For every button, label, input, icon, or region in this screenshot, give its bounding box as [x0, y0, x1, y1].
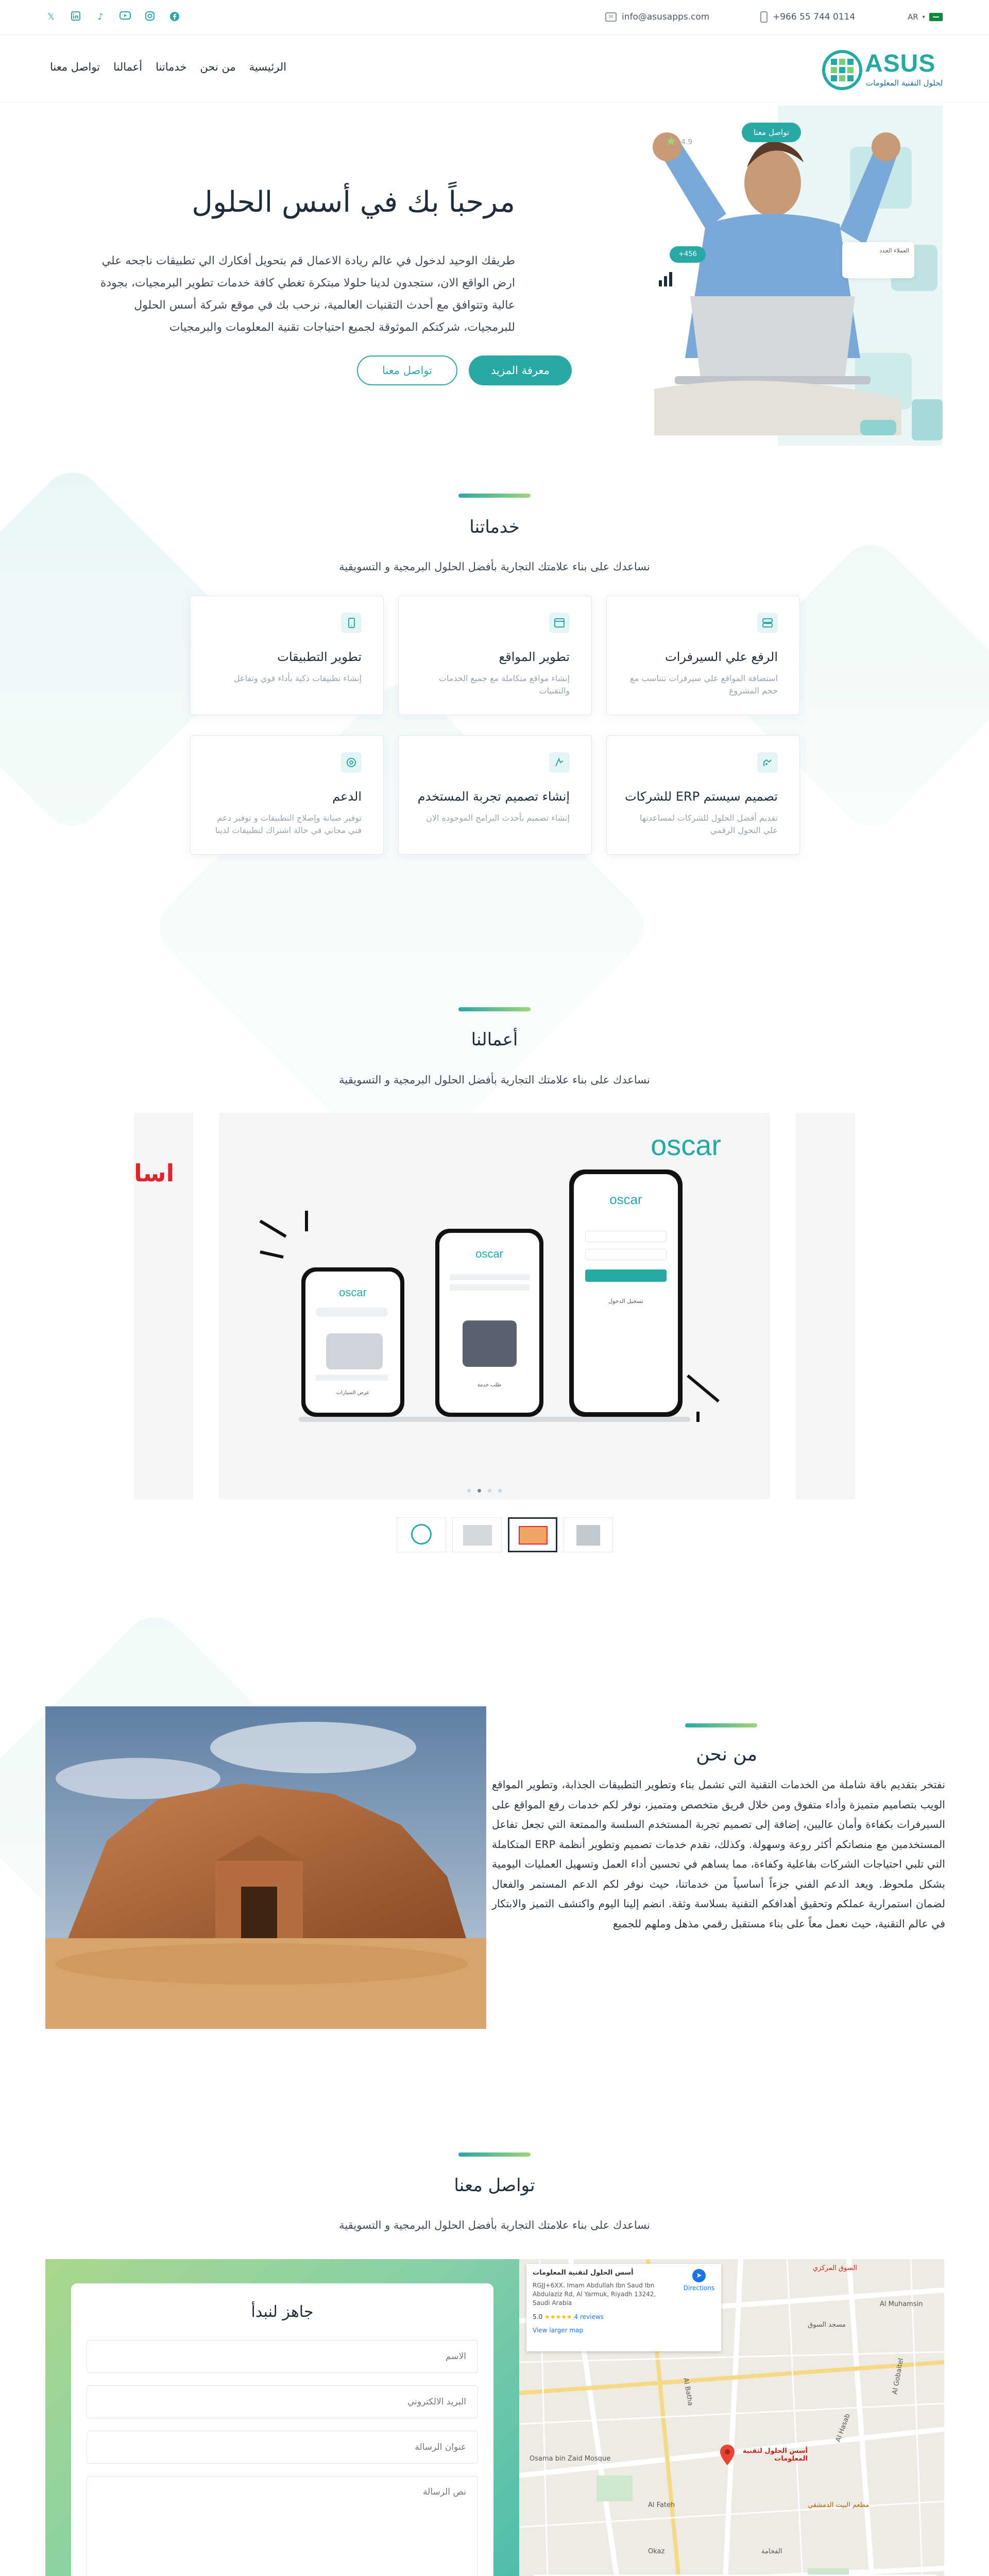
x-icon[interactable]: 𝕏 [47, 12, 55, 22]
services-title: خدماتنا [469, 517, 520, 537]
directions-icon: ➤ [692, 2269, 706, 2282]
service-desc: إنشاء تصميم بأحدث البرامج الموجوده الان [426, 813, 570, 823]
map-label: Al Gobaitel [891, 2358, 906, 2395]
topbar-phone-text: +966 55 744 0114 [773, 12, 856, 22]
phone-2-brand: oscar [475, 1247, 503, 1260]
project-brand: oscar [651, 1129, 721, 1161]
mail-icon: ✉ [605, 12, 617, 22]
site-logo[interactable] [822, 47, 945, 94]
map-label: Okaz [648, 2548, 665, 2555]
service-title: الدعم [332, 789, 362, 804]
map-label: الفخامة [761, 2548, 782, 2555]
nav-works[interactable]: أعمالنا [113, 61, 143, 73]
service-desc: استضافة المواقع علي سيرفرات تتناسب مع حجم المشروع [630, 673, 778, 696]
service-title: تطوير التطبيقات [277, 650, 362, 664]
learn-more-button[interactable]: معرفة المزيد [469, 355, 572, 385]
hero-title: مرحباً بك في أسس الحلول [192, 185, 515, 219]
support-icon [341, 752, 362, 773]
mobile-icon [341, 613, 362, 633]
about-text: نفتخر بتقديم باقة شاملة من الخدمات التقنية التي تشمل بناء وتطوير التطبيقات الجذابة، وتطوير المواقع الويب بتصاميم متميزة وأداء متفوق ومن خلال فريق متخصص ومتميز، نوفر لكم خدمات رفع المواقع على السيرفرات بكفاءة وأمان عاليين، إضافة إلى تصميم تجربة المستخدم السلسة والممتعة التي تجعل تفاعل المستخدمين مع منصاتكم أكثر روعة وسهولة. وكذلك، نقدم خدمات تصميم وتطوير أنظمة ERP المتكاملة التي تلبي احتياجات الشركات بفاعلية وكفاءة، مما يساهم في تحسين أداء العمل وتسهيل العمليات اليومية بشكل ملحوظ. ويعد الدعم الفني جزءاً أساسياً من خدماتنا، حيث نوفر لكم الدعم المستمر والفعال لضمان استمرارية عملكم وتحقيق أهدافكم التقنية بسلاسة وثقة. انضم إلينا اليوم واكتشف التميز والابتكار في عالم التقنية، حيث نعمل معاً على بناء مستقبل رقمي مذهل وملهم للجميع [492, 1778, 945, 1930]
map-label: Al Hasab [834, 2412, 852, 2444]
nav-menu [44, 61, 286, 79]
work-thumb-3-active[interactable] [508, 1517, 557, 1552]
nav-services[interactable]: خدماتنا [156, 61, 187, 73]
directions-button[interactable] [681, 2269, 717, 2292]
map-label: Al Fateh [648, 2501, 675, 2509]
phone-mockup-3 [569, 1170, 683, 1417]
map-address: RGJJ+6XX، Imam Abdullah Ibn Saud Ibn Abdulaziz Rd, Al Yarmuk, Riyadh 13242, Saudi Arabia [533, 2282, 656, 2307]
work-thumb-1[interactable] [397, 1517, 446, 1552]
service-title: الرفع علي السيرفرات [665, 650, 778, 664]
logo-tagline: لحلول التقنية المعلومات [866, 78, 943, 88]
linkedin-icon[interactable] [70, 11, 81, 23]
prev-slide-logo: اسا [134, 1159, 175, 1187]
service-card-ux[interactable] [398, 735, 592, 855]
subject-input[interactable] [87, 2431, 478, 2464]
service-card-support[interactable] [190, 735, 384, 855]
works-slider[interactable] [219, 1113, 770, 1499]
server-icon [757, 613, 778, 633]
logo-wordmark: ASUS [865, 50, 936, 77]
map-pin-label: أسس الحلول لتقنية المعلومات [742, 2447, 808, 2463]
about-accent-bar [685, 1723, 757, 1727]
email-input[interactable] [87, 2385, 478, 2418]
contact-title: تواصل معنا [454, 2175, 535, 2196]
facebook-icon[interactable] [169, 11, 180, 23]
deco-strokes-right [683, 1370, 734, 1427]
nav-contact[interactable]: تواصل معنا [50, 61, 100, 73]
nav-home[interactable]: الرئيسية [249, 61, 286, 73]
slide-next-preview[interactable] [796, 1113, 855, 1499]
directions-label: Directions [683, 2284, 715, 2292]
works-accent-bar [458, 1007, 531, 1011]
slider-dot[interactable] [488, 1489, 491, 1493]
service-desc: تقديم أفضل الحلول للشركات لمساعدتها علي التحول الرقمي [639, 813, 778, 835]
form-title: جاهز لنبدأ [251, 2303, 314, 2321]
hero-clients-card [842, 242, 914, 278]
youtube-icon[interactable] [120, 11, 131, 23]
star-icon: ★ [666, 134, 677, 148]
topbar-phone[interactable] [760, 10, 855, 24]
service-desc: توفير صيانة وإصلاح التطبيقات و توفير دعم فني مجاني في حالة اشتراك لتطبيقات لدينا [215, 813, 362, 835]
hegra-rock-illustration [45, 1706, 486, 2029]
topbar-email-text: info@asusapps.com [622, 12, 710, 22]
map-label: مسجد السوق [808, 2321, 846, 2329]
map-label: Al Muhamsin [880, 2300, 923, 2308]
erp-icon [757, 752, 778, 773]
saudi-flag-icon [929, 13, 943, 21]
work-thumb-2[interactable] [452, 1517, 502, 1552]
service-card-websites[interactable] [398, 596, 592, 715]
tiktok-icon[interactable]: ♪ [97, 12, 104, 22]
message-textarea[interactable] [87, 2476, 478, 2576]
phone-2-screen: طلب خدمة [477, 1382, 502, 1388]
browser-icon [549, 613, 570, 633]
work-thumb-4[interactable] [564, 1517, 613, 1552]
instagram-icon[interactable] [144, 11, 156, 23]
map-label: Osama bin Zaid Mosque [530, 2455, 611, 2463]
view-larger-map-link[interactable]: View larger map [533, 2327, 584, 2334]
chevron-down-icon: ▾ [922, 14, 925, 20]
service-desc: إنشاء مواقع متكاملة مع جميع الخدمات والتقنيات [438, 673, 570, 696]
logo-mark-icon [822, 49, 863, 91]
map-label: Al Batha [681, 2377, 694, 2406]
map-label: مطعم البيت الدمشقي [808, 2501, 869, 2509]
phone-icon [760, 11, 768, 23]
language-label: AR [908, 12, 918, 22]
phone-mockup-2 [435, 1229, 543, 1417]
about-title: من نحن [696, 1744, 757, 1765]
map-pin-icon[interactable] [720, 2445, 735, 2465]
slide-prev-preview[interactable] [134, 1113, 193, 1499]
hero-rating: 4.9 [681, 138, 693, 146]
deco-strokes-left [255, 1206, 317, 1278]
topbar-email[interactable] [605, 10, 709, 24]
services-subtitle: نساعدك على بناء علامتك التجارية بأفضل الحلول البرمجية و التسويقية [339, 561, 650, 573]
device-base [299, 1417, 690, 1422]
contact-subtitle: نساعدك على بناء علامتك التجارية بأفضل الحلول البرمجية و التسويقية [339, 2219, 650, 2231]
service-card-servers[interactable] [606, 596, 800, 715]
phone-mockup-1 [301, 1267, 404, 1417]
about-image [45, 1706, 486, 2029]
nav-about[interactable]: من نحن [200, 61, 236, 73]
language-switcher[interactable] [908, 10, 943, 24]
bar-chart-icon [657, 268, 677, 289]
slider-dot[interactable] [498, 1489, 502, 1493]
hero-contact-button[interactable]: تواصل معنا [357, 355, 457, 385]
service-title: تطوير المواقع [499, 650, 570, 664]
map-place-name: أسس الحلول لتقنية المعلومات [533, 2269, 634, 2277]
service-title: إنشاء تصميم تجربة المستخدم [417, 789, 570, 804]
hero-contact-chip: تواصل معنا [742, 123, 801, 142]
name-input[interactable] [87, 2340, 478, 2373]
contact-accent-bar [458, 2153, 531, 2157]
phone-3-brand: oscar [609, 1192, 642, 1207]
service-card-erp[interactable] [606, 735, 800, 855]
service-desc: إنشاء تطبيقات ذكية بأداء قوي وتفاعل [233, 673, 362, 683]
map-rating-value: 5.0 [533, 2313, 543, 2320]
service-card-apps[interactable] [190, 596, 384, 715]
hero-clients-label: العملاء الجدد [879, 247, 909, 254]
map-reviews[interactable]: 4 reviews [574, 2313, 604, 2320]
hero-stat-chip: +456 [670, 246, 706, 263]
service-title: تصميم سيستم ERP للشركات [624, 789, 778, 804]
works-title: أعمالنا [471, 1029, 518, 1050]
map-rating [533, 2313, 604, 2320]
hero-description: طريقك الوحيد لدخول في عالم ريادة الاعمال قم بتحويل أفكارك الي تطبيقات ناجحه علي ارض الواقع الان، ستجدون لدينا حلولا مبتكرة تغطي كافة خدمات تطوير البرمجيات، بجودة عالية وتتوافق مع أحدث التقنيات العالمية، نرحب بك في موقع شركة أسس الحلول للبرمجيات، شركتكم الموثوقة لجميع احتياجات تقنية المعلومات والبرمجيات [100, 255, 515, 334]
map-place-card [526, 2264, 721, 2351]
ux-icon [549, 752, 570, 773]
phone-3-screen: تسجيل الدخول [608, 1298, 643, 1304]
works-subtitle: نساعدك على بناء علامتك التجارية بأفضل الحلول البرمجية و التسويقية [339, 1074, 650, 1086]
rating-stars-icon: ★★★★★ [544, 2313, 572, 2320]
map-label: السوق المركزي [813, 2264, 857, 2272]
phone-1-screen: عرض السيارات [336, 1390, 370, 1396]
slider-dot-active[interactable] [478, 1489, 481, 1493]
phone-1-brand: oscar [339, 1286, 367, 1299]
slider-dot[interactable] [467, 1489, 471, 1493]
services-accent-bar [458, 494, 531, 498]
